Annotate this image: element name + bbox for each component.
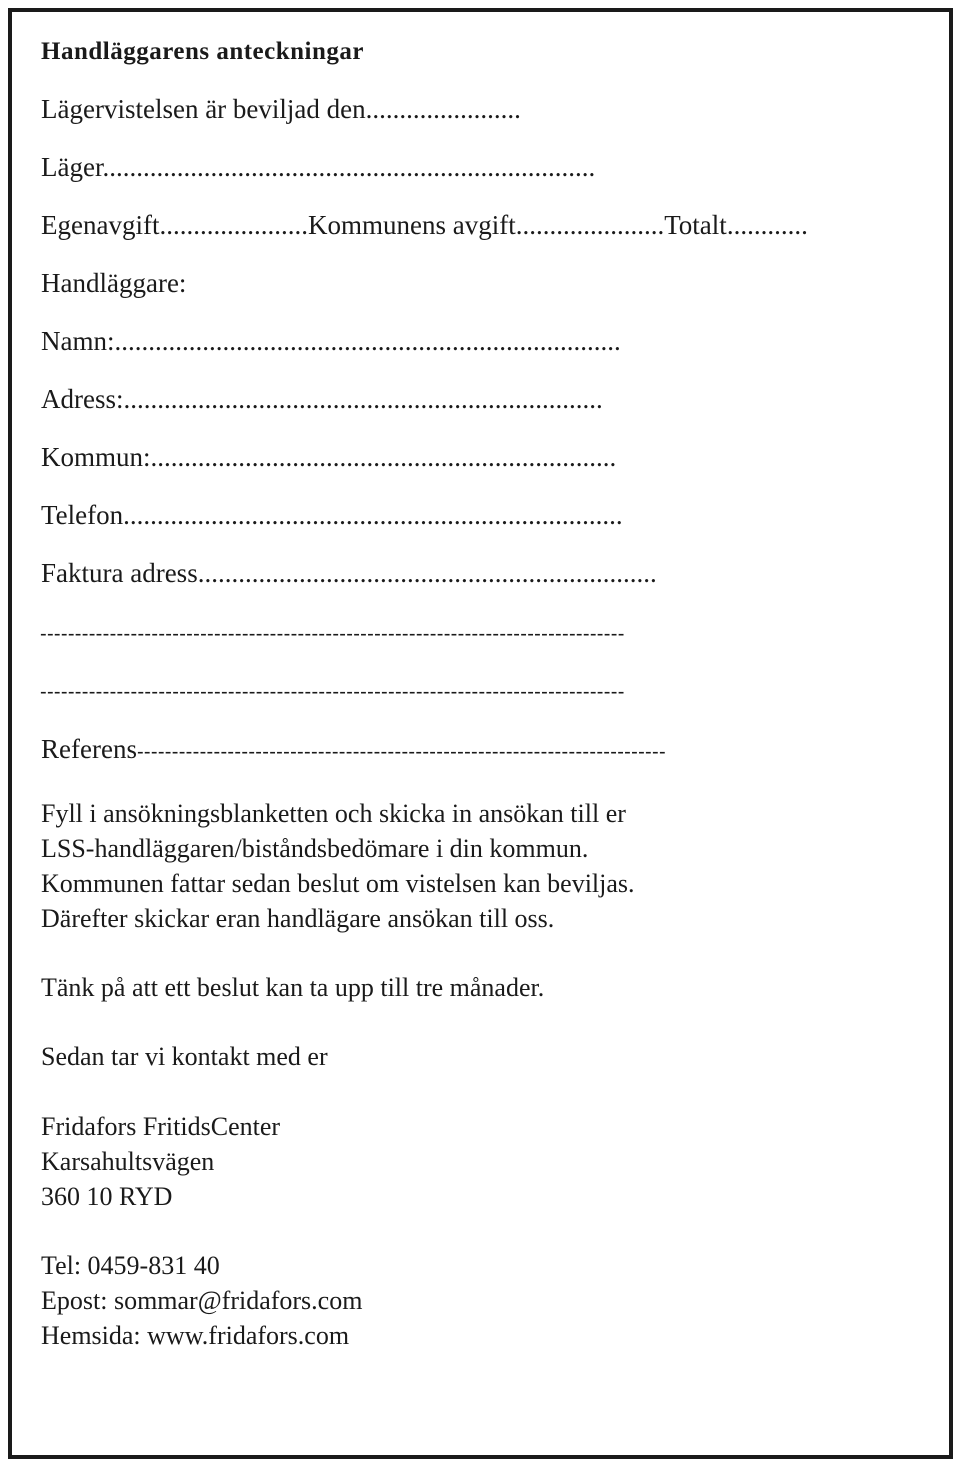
total-label: Totalt — [664, 210, 727, 240]
org-postal: 360 10 RYD — [41, 1182, 173, 1211]
officer-label: Handläggare: — [41, 268, 187, 298]
org-phone: Tel: 0459-831 40 — [41, 1251, 220, 1280]
camp-field[interactable]: Läger......................................................................... — [41, 152, 596, 182]
fees-row — [41, 209, 808, 241]
instruction-line-4: Därefter skickar eran handlägare ansökan till oss. — [41, 904, 555, 933]
municipality-field[interactable]: Kommun:..................................................................... — [41, 442, 617, 472]
decision-time-note: Tänk på att ett beslut kan ta upp till tre månader. — [41, 973, 545, 1002]
total-field[interactable]: ............ — [726, 210, 808, 240]
phone-field[interactable]: Telefon.......................................................................... — [41, 500, 623, 530]
instruction-line-1: Fyll i ansökningsblanketten och skicka in ansökan till er — [41, 799, 626, 828]
org-email[interactable]: Epost: sommar@fridafors.com — [41, 1286, 363, 1315]
instruction-line-2: LSS-handläggaren/biståndsbedömare i din kommun. — [41, 834, 589, 863]
municipal-fee-field[interactable]: ...................... — [515, 210, 665, 240]
instruction-line-3: Kommunen fattar sedan beslut om vistelsen kan beviljas. — [41, 869, 635, 898]
own-fee-label: Egenavgift — [41, 210, 160, 240]
municipal-fee-label: Kommunens avgift — [307, 210, 516, 240]
name-field[interactable]: Namn:........................................................................... — [41, 326, 621, 356]
own-fee-field[interactable]: ...................... — [159, 210, 308, 240]
reference-label: Referens — [41, 734, 137, 764]
invoice-address-line-2[interactable]: ------------------------------------------------------------------------------------ — [40, 623, 625, 645]
notes-title: Handläggarens anteckningar — [41, 38, 364, 65]
granted-date-field[interactable]: Lägervistelsen är beviljad den....................... — [41, 94, 521, 124]
reference-field[interactable]: ---------------------------------------------------------------------------- — [136, 741, 666, 763]
contact-note: Sedan tar vi kontakt med er — [41, 1042, 328, 1071]
org-street: Karsahultsvägen — [41, 1147, 215, 1176]
org-website[interactable]: Hemsida: www.fridafors.com — [41, 1321, 350, 1350]
reference-row — [41, 733, 666, 768]
address-field[interactable]: Adress:....................................................................... — [41, 384, 603, 414]
invoice-address-field[interactable]: Faktura adress.................................................................... — [41, 558, 657, 588]
org-name: Fridafors FritidsCenter — [41, 1112, 281, 1141]
invoice-address-line-3[interactable]: ------------------------------------------------------------------------------------ — [40, 681, 625, 703]
